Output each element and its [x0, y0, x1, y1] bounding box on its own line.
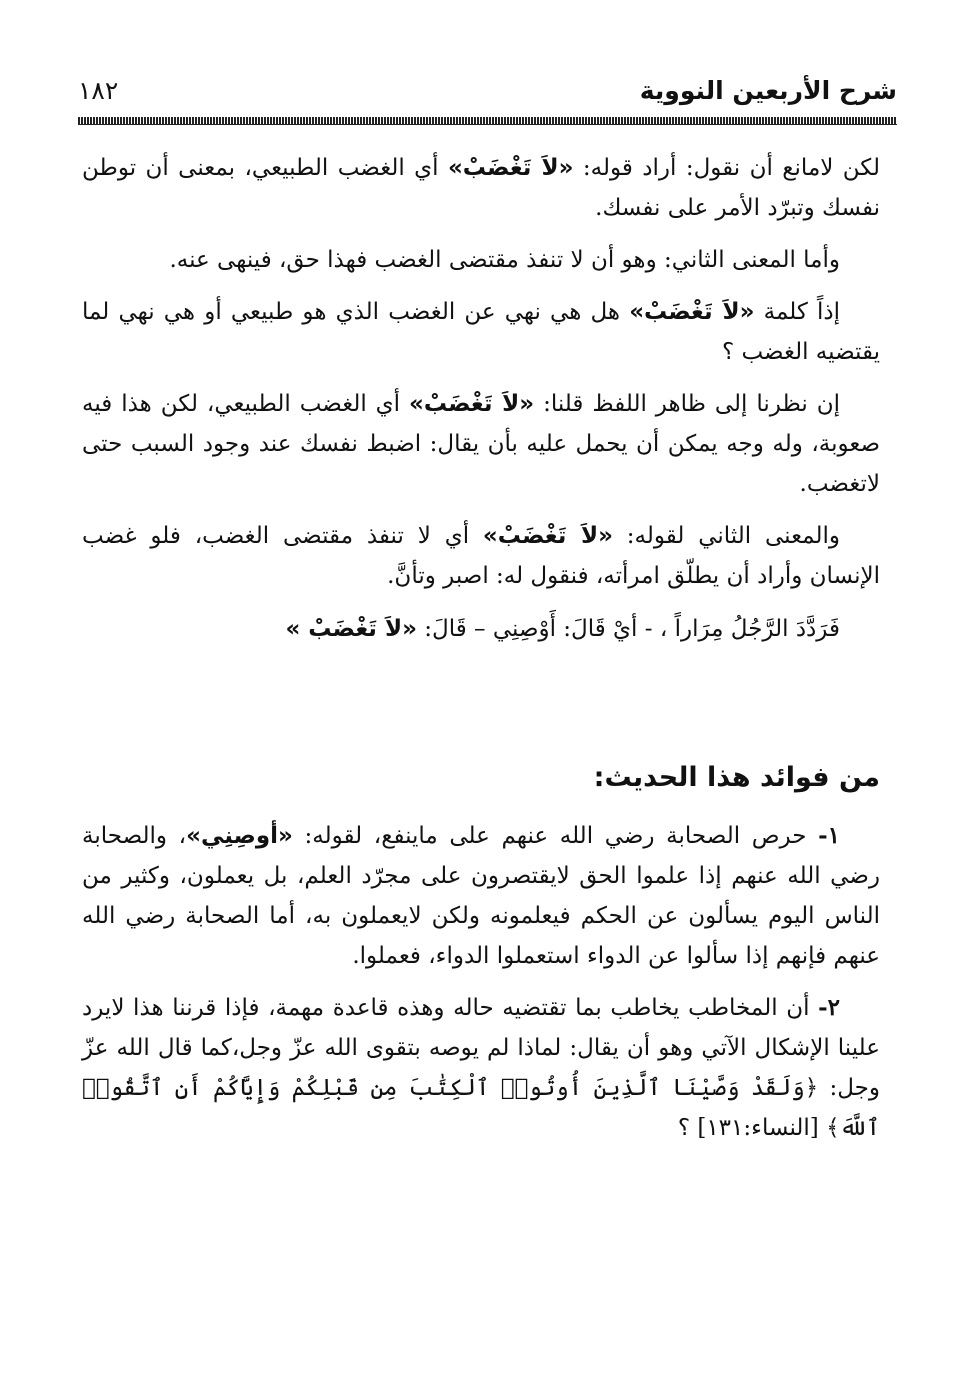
- paragraph-text: إذاً كلمة: [754, 299, 840, 325]
- hadith-quote: «أوصِنِي»: [186, 823, 293, 849]
- section-title: من فوائد هذا الحديث:: [593, 762, 880, 793]
- benefit-number: ٢-: [818, 994, 840, 1021]
- paragraph-2: وأما المعنى الثاني: وهو أن لا تنفذ مقتضى الغضب فهذا حق، فينهى عنه.: [169, 247, 840, 273]
- paragraph-text: هل هي نهي عن الغضب الذي هو طبيعي أو هي نهي لما يقتضيه الغضب ؟: [82, 299, 880, 365]
- paragraph-text: أي الغضب الطبيعي، لكن هذا فيه صعوبة، وله وجه يمكن أن يحمل عليه بأن يقال: اضبط نفسك عند وجود السبب حتى لاتغضب.: [82, 391, 880, 497]
- paragraph-text: أي لا تنفذ مقتضى الغضب، فلو غضب الإنسان وأراد أن يطلّق امرأته، فنقول له: اصبر وتأنَّ.: [82, 523, 880, 589]
- paragraph-5: [82, 516, 880, 596]
- hadith-quote: «لاَ تَغْضَبْ»: [482, 523, 613, 549]
- book-title: شرح الأربعين النووية: [639, 76, 897, 105]
- page-number: ١٨٢: [78, 76, 119, 105]
- benefit-2: [82, 988, 880, 1148]
- page-header: [78, 70, 897, 116]
- hadith-quote: «لاَ تَغْضَبْ»: [447, 155, 574, 181]
- benefit-text: أن المخاطب يخاطب بما تقتضيه حاله وهذه قاعدة مهمة، فإذا قرننا هذا لايرد علينا الإشكال الآتي وهو أن يقال: لماذا لم يوصه بتقوى الله عزّ وجل،كما قال الله عزّ وجل:: [82, 995, 880, 1101]
- benefit-text: ، والصحابة رضي الله عنهم إذا علموا الحق لايقتصرون على مجرّد العلم، بل يعملون، وكثير من الناس اليوم يسألون عن الحكم فيعلمونه ولكن لايعملون به، أما الصحابة رضي الله عنهم فإنهم إذا سألوا عن الدواء استعملوا الدواء، فعملوا.: [82, 823, 880, 969]
- paragraph-1: [82, 148, 880, 228]
- main-text: [82, 148, 880, 1160]
- paragraph-4: [82, 384, 880, 504]
- paragraph-text: أي الغضب الطبيعي، بمعنى أن توطن نفسك وتبرّد الأمر على نفسك.: [82, 155, 880, 221]
- header-rule: [78, 117, 897, 125]
- benefit-text: حرص الصحابة رضي الله عنهم على ماينفع، لقوله:: [292, 823, 819, 849]
- benefit-number: ١-: [818, 822, 840, 849]
- hadith-quote: «لاَ تَغْضَبْ»: [629, 299, 755, 325]
- paragraph-text: والمعنى الثاني لقوله:: [612, 523, 840, 549]
- paragraph-text: إن نظرنا إلى ظاهر اللفظ قلنا:: [534, 391, 840, 417]
- hadith-line: [82, 608, 880, 650]
- hadith-quote: «لاَ تَغْضَبْ »: [285, 616, 417, 642]
- paragraph-text: لكن لامانع أن نقول: أراد قوله:: [573, 155, 880, 181]
- hadith-text: فَرَدَّدَ الرَّجُلُ مِرَاراً ، - أيْ قَالَ: أَوْصِنِي – قَالَ:: [416, 616, 840, 642]
- verse-reference: [النساء:١٣١] ؟: [677, 1115, 827, 1141]
- quran-verse: ﴿وَلَقَدْ وَصَّيْنَا ٱلَّذِينَ أُوتُوا۟ ٱلْكِتَٰبَ مِن قَبْلِكُمْ وَإِيَّاكُمْ أَنِ ٱتَّقُوا۟ ٱللَّهَ﴾: [82, 1075, 880, 1141]
- hadith-quote: «لاَ تَغْضَبْ»: [409, 391, 535, 417]
- paragraph-3: [82, 292, 880, 372]
- benefit-1: [82, 816, 880, 976]
